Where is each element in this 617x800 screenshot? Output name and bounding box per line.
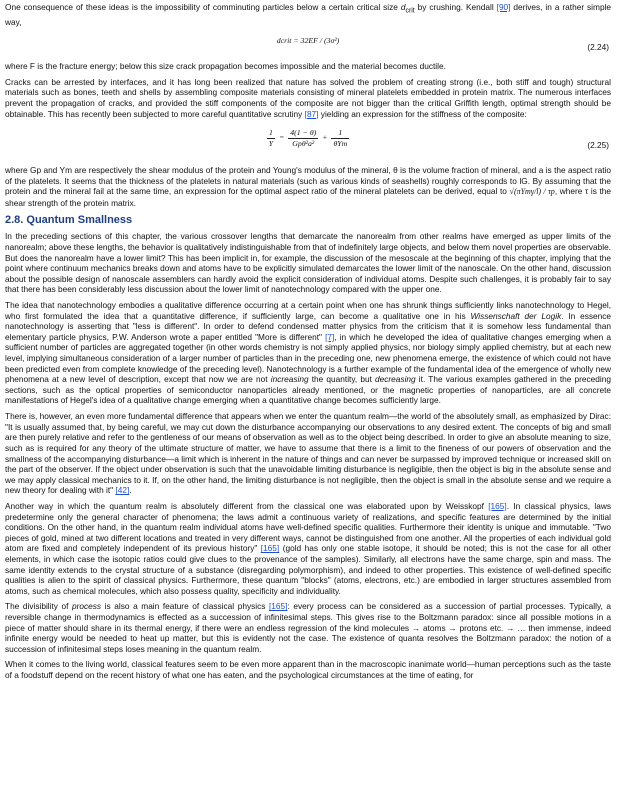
paragraph-dirac: There is, however, an even more fundamental difference that appears when we enter the quantum realm—the world of the absolutely small, as emphasized by Dirac: "It is usually assumed that, by being careful, we may cut down the disturbance accompanying our observations to any desired extent. The concepts of big and small are then purely relative and refer to the gentleness of our means of observation as well as to the object being described. In order to give an absolute meaning to size, such as is required for any theory of the ultimate structure of matter, we have to assume that there is a limit to the fineness of our powers of observation and the smallness of the accompanying disturbance—a limit which is inherent in the nature of things and can never be surpassed by improved technique or increased skill on the part of the observer. If the object under observation is such that the unavoidable limiting disturbance is negligible, then the object is big in the absolute sense and we may apply classical mechanics to it. If, on the other hand, the limiting disturbance is not negligible, then the object is small in the absolute sense and we require a new theory for dealing with it" [42].: [5, 411, 611, 496]
paragraph-shear-modulus: where Gp and Ym are respectively the shear modulus of the protein and Young's modulus of the mineral, θ is the volume fraction of mineral, and a is the aspect ratio of the platelets. It seems that the thickness of the platelets in natural materials (such as various kinds of seashells) roughly corresponds to lG. By assuming that the protein and the mineral fail at the same time, an expression for the optimal aspect ratio of the mineral platelets can be derived, equal to √(πYmγ/l) / τp, where τ is the shear strength of the protein matrix.: [5, 165, 611, 208]
section-heading: 2.8. Quantum Smallness: [5, 214, 133, 227]
equation-number: (2.24): [587, 42, 609, 53]
citation-link-42[interactable]: [42]: [115, 485, 130, 496]
citation-link-165[interactable]: [165]: [488, 500, 507, 511]
citation-link-7[interactable]: [7]: [325, 331, 335, 342]
paragraph-fracture-energy: where F is the fracture energy; below this size crack propagation becomes impossible and the material becomes ductile.: [5, 61, 446, 72]
paragraph-hegel: The idea that nanotechnology embodies a qualitative difference occurring at a certain point when one has shrunk things sufficiently links nanotechnology to Hegel, who first formulated the idea that a quantitative difference, if sufficiently large, can become a qualitative one in his Wissenschaft der Logik. In essence nanotechnology is asserting that "less is different". In order to defend condensed matter physics from the criticism that it is somehow less fundamental than elementary particle physics, P.W. Anderson wrote a paper entitled "More is different" [7], in which he developed the idea of qualitative changes emerging when a sufficient number of particles are aggregated together (in other words chemistry is not simply applied physics, nor biology simply applied chemistry, but at each new level, implying simultaneous consideration of a larger number of particles than in the preceding one, new phenomena emerge, the existence of which could not have been predicted even from complete knowledge of the preceding level). Nanotechnology is a further example of the fundamental idea of the emergence of wholly new phenomena at a new level of description, except that now we are not increasing the quantity, but decreasing it. The various examples gathered in the preceding sections, such as the optical properties of semiconductor nanoparticles already mentioned, or the magnetic properties of nanoparticles, are all concrete manifestations of Hegel's idea of a qualitative change emerging when a quantitative change becomes sufficiently large.: [5, 299, 612, 406]
equation-2-25: [5, 124, 611, 162]
paragraph-divisibility: The divisibility of process is also a main feature of classical physics [165]: every process can be considered as a succession of partial processes. Typically, a reversible change in thermodynamics is effected as a succession of infinitesimal steps. This gives rise to the Boltzmann paradox: since all possible motions in a piece of matter should share in its thermal energy, if there were an endless regression of the kind molecules → atoms → protons etc. → … then immense, indeed infinite energy would be needed to heat up matter, but this is evidently not the case. The existence of quanta resolves the Boltzmann paradox: the notion of a succession of infinitesimal steps loses meaning in the quantum realm.: [5, 601, 611, 654]
equation-number: (2.25): [587, 140, 609, 151]
citation-link-90[interactable]: [90]: [496, 2, 511, 12]
paragraph-composite: Cracks can be arrested by interfaces, and it has long been realized that nature has solved the problem of creating strong (i.e., both stiff and tough) structural materials such as bones, teeth and shells by assembling composite materials consisting of mineral platelets embedded in protein matrix. The numerous interfaces prevent the propagation of cracks, and provided the stiff components of the composite are not bigger than the critical Griffith length, optimal strength should be obtainable. This has recently been subjected to more careful quantitative scrutiny [87] yielding an expression for the stiffness of the composite:: [5, 76, 611, 119]
citation-link-87[interactable]: [87]: [304, 108, 319, 119]
citation-link-165[interactable]: [165]: [268, 601, 288, 612]
aspect-ratio-expression: √(πYmγ/l) / τp: [509, 187, 555, 197]
document-page: [5, 2, 611, 686]
equation-2-24: [5, 32, 611, 58]
equation-formula: $\frac{1}{Y}$ = $\frac{4(1 - \theta)}{\text{Gpθ²a²}}$ + $\frac{1}{\text{θYm}}$: [268, 128, 348, 148]
paragraph-living-world: When it comes to the living world, classical features seem to be even more apparent than in the macroscopic inanimate world—human perceptions such as the taste of a foodstuff depend on the recent history of what one has eaten, and the psychological circumstances at the time of eating, for: [5, 659, 611, 681]
paragraph-lower-limit: In the preceding sections of this chapter, the various crossover lengths that demarcate the nanorealm from other realms have emerged as upper limits of the nanorealm; above these lengths, the behavior is qualitatively indistinguishable from that of indefinitely large objects, and below them novel properties are observable. But does the nanorealm have a lower limit? This has been implicit in, for example, the discussion of the mesoscale at the beginning of this chapter, implying that the point where continuum mechanics breaks down and atoms have to be explicitly simulated demarcates the lower limit of the nanoscale. On the other hand, discussion about the possible design of nanoscale assemblers can hardly avoid the explicit consideration of individual atoms. Despite such challenges, it is probably fair to say that there has been considerably less discussion about the lower limit of nanotechnology compared with the upper one.: [5, 231, 611, 295]
paragraph-critical-size: One consequence of these ideas is the impossibility of comminuting particles below a certain critical size $d_{crit}$ by crushing. Kendall [90] derives, in a rather simple way,: [5, 2, 612, 27]
citation-link-165[interactable]: [165]: [260, 543, 280, 554]
equation-formula: dcrit = 32EF / (3σ²): [276, 36, 340, 46]
paragraph-weisskopf: Another way in which the quantum realm is absolutely different from the classical one was elaborated upon by Weisskopf [165]. In classical physics, laws predetermine only the general character of phenomena; the laws admit a continuous variety of realizations, and specific features are determined by the initial conditions. On the other hand, in the quantum realm individual atoms have well-defined specific qualities. Furthermore their identity is unique and immutable. "Two pieces of gold, mined at two different locations and treated in very different ways, cannot be distinguished from one another. All the properties of each individual gold atom are fixed and completely independent of its previous history" [165] (gold has only one stable isotope, it should be noted; this is not the case for all other elements, in which case the isotopic ratios could give clues to the provenance of the samples). Similarly, all electrons have the same charge, spin and mass. The same identity extends to the crystal structure of a substance (disregarding polymorphism), and indeed to other properties. This existence of well-defined specific qualities is alien to the spirit of classical physics. Furthermore, these quantum "blocks" (atoms, electrons, etc.) are embodied in larger structures assembled from atoms, such as chemical molecules, which also possess quality, specificity and individuality.: [5, 500, 611, 596]
